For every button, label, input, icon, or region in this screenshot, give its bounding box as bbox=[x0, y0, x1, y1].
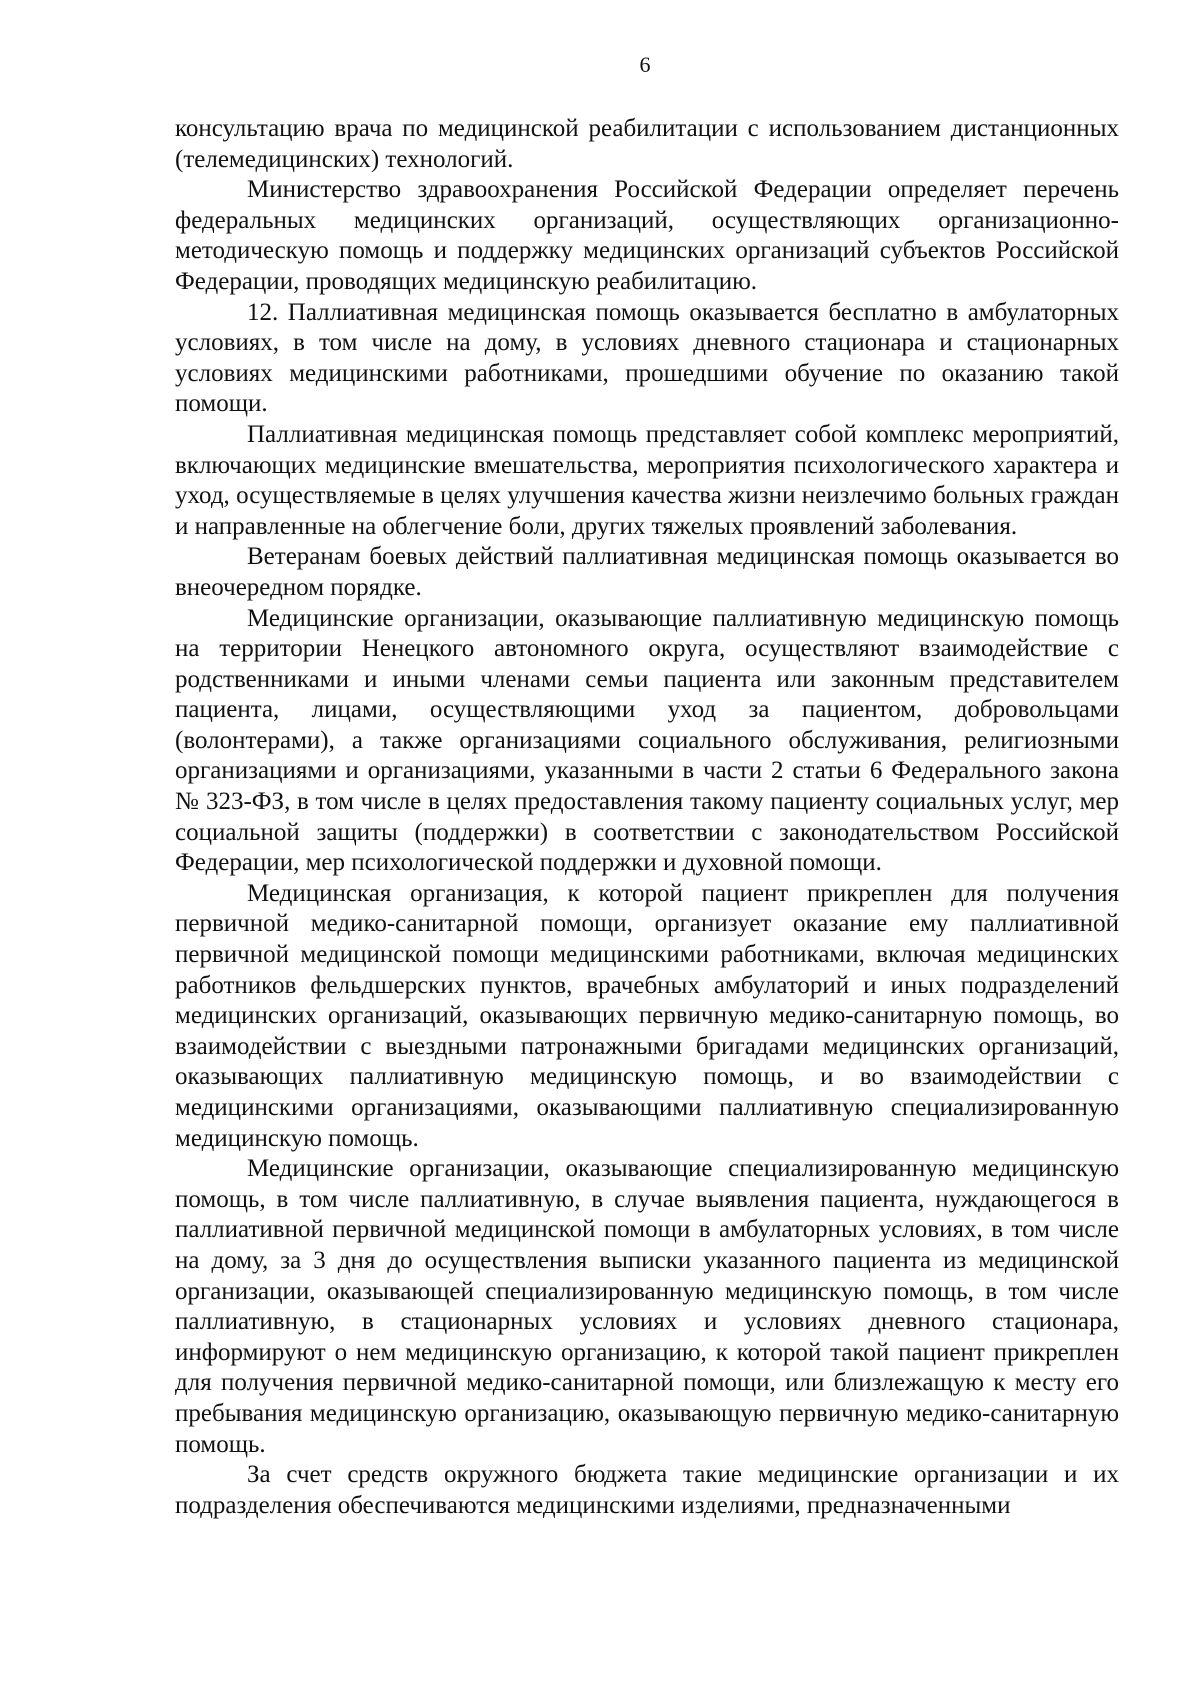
paragraph-ministry-list: Министерство здравоохранения Российской Федерации определяет перечень федеральных медицинских организаций, осуществляющих организационно-методическую помощь и поддержку медицинских организаций субъектов Российской Федерации, проводящих медицинскую реабилитацию. bbox=[175, 176, 1119, 295]
page-number: 6 bbox=[639, 52, 651, 77]
paragraph-primary-care-organization: Медицинская организация, к которой пациент прикреплен для получения первичной медико-санитарной помощи, организует оказание ему паллиативной первичной медицинской помощи медицинскими работниками, включая медицинских работников фельдшерских пунктов, врачебных амбулаторий и иных подразделений медицинских организаций, оказывающих первичную медико-санитарную помощь, во взаимодействии с выездными патронажными бригадами медицинских организаций, оказывающих паллиативную медицинскую помощь, и во взаимодействии с медицинскими организациями, оказывающими паллиативную специализированную медицинскую помощь. bbox=[175, 879, 1119, 1152]
paragraph-specialized-care-discharge: Медицинские организации, оказывающие специализированную медицинскую помощь, в том числе паллиативную, в случае выявления пациента, нуждающегося в паллиативной первичной медицинской помощи в амбулаторных условиях, в том числе на дому, за 3 дня до осуществления выписки указанного пациента из медицинской организации, оказывающей специализированную медицинскую помощь, в том числе паллиативную, в стационарных условиях и условиях дневного стационара, информируют о нем медицинскую организацию, к которой такой пациент прикреплен для получения первичной медико-санитарной помощи, или близлежащую к месту его пребывания медицинскую организацию, оказывающую первичную медико-санитарную помощь. bbox=[175, 1155, 1119, 1458]
paragraph-veterans-priority: Ветеранам боевых действий паллиативная медицинская помощь оказывается во внеочередном порядке. bbox=[175, 543, 1119, 601]
paragraph-telemedicine-consultation: консультацию врача по медицинской реабилитации с использованием дистанционных (телемедицинских) технологий. bbox=[175, 115, 1119, 173]
paragraph-palliative-care-free: 12. Паллиативная медицинская помощь оказывается бесплатно в амбулаторных условиях, в том числе на дому, в условиях дневного стационара и стационарных условиях медицинскими работниками, прошедшими обучение по оказанию такой помощи. bbox=[175, 298, 1119, 418]
paragraph-organizations-interaction: Медицинские организации, оказывающие паллиативную медицинскую помощь на территории Ненецкого автономного округа, осуществляют взаимодействие с родственниками и иными членами семьи пациента или законным представителем пациента, лицами, осуществляющими уход за пациентом, добровольцами (волонтерами), а также организациями социального обслуживания, религиозными организациями и организациями, указанными в части 2 статьи 6 Федерального закона № 323-ФЗ, в том числе в целях предоставления такому пациенту социальных услуг, мер социальной защиты (поддержки) в соответствии с законодательством Российской Федерации, мер психологической поддержки и духовной помощи. bbox=[175, 604, 1119, 877]
paragraph-palliative-care-definition: Паллиативная медицинская помощь представляет собой комплекс мероприятий, включающих медицинские вмешательства, мероприятия психологического характера и уход, осуществляемые в целях улучшения качества жизни неизлечимо больных граждан и направленные на облегчение боли, других тяжелых проявлений заболевания. bbox=[175, 420, 1119, 540]
paragraph-budget-medical-devices: За счет средств окружного бюджета такие медицинские организации и их подразделения обеспечиваются медицинскими изделиями, предназначенными bbox=[175, 1461, 1119, 1519]
document-body bbox=[175, 114, 1119, 1521]
